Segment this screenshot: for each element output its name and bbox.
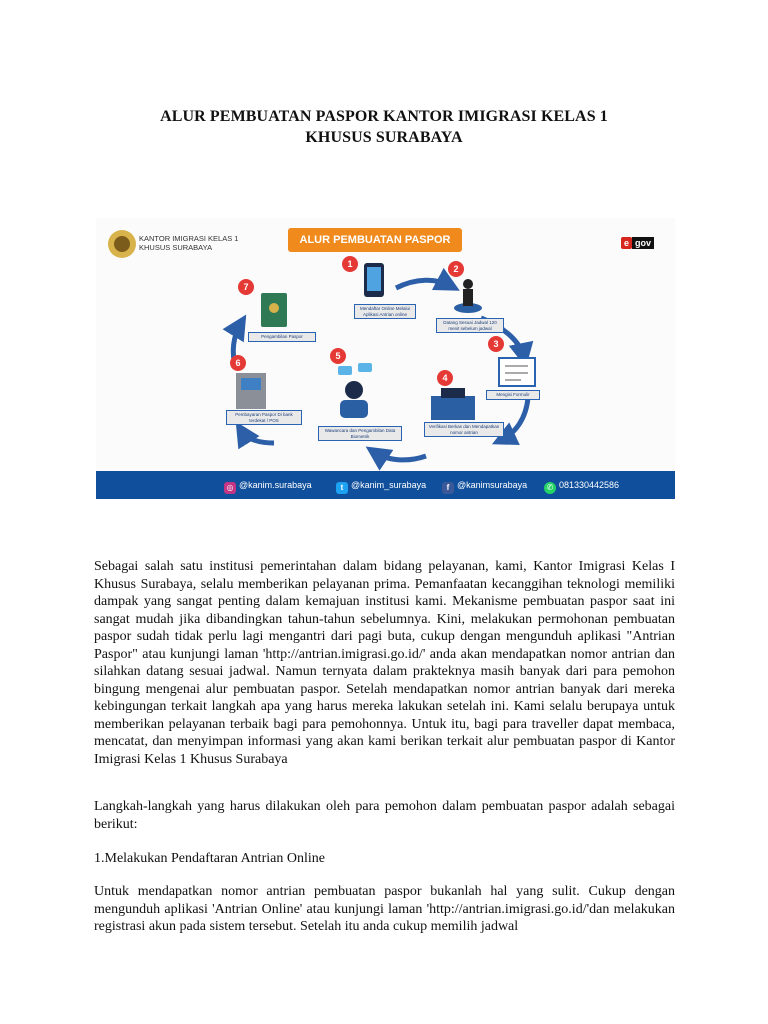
atm-payment-icon — [236, 373, 266, 409]
flow-arrow-4-5 — [374, 452, 426, 460]
steps-intro-paragraph: Langkah-langkah yang harus dilakukan oleh para pemohon dalam pembuatan paspor adalah sebagai berikut: — [94, 799, 675, 832]
title-line-2: KHUSUS SURABAYA — [305, 129, 463, 146]
step-caption-2: Datang Sesuai Jadwal 120 menit sebelum jadwal — [436, 318, 504, 333]
egov-gov: gov — [632, 237, 654, 249]
step-number-7: 7 — [238, 279, 254, 295]
imigrasi-logo-icon — [108, 230, 136, 258]
intro-paragraph: Sebagai salah satu institusi pemerintahan dalam bidang pelayanan, kami, Kantor Imigrasi Kelas I Khusus Surabaya, selalu memberikan pelayanan prima. Pemanfaatan kecanggihan teknologi memiliki dampak yang sangat penting dalam kemajuan institusi kami. Mekanisme pembuatan paspor saat ini sangat mudah jika dibandingkan tahun-tahun sebelumnya. Kini, melakukan permohonan pembuatan paspor sudah tidak perlu lagi mengantri dari pagi buta, cukup dengan mengunduh aplikasi "Antrian Paspor" atau kunjungi laman 'http://antrian.imigrasi.go.id/' anda akan mendapatkan nomor antrian dan silahkan datang sesuai jadwal. Namun ternyata dalam prakteknya masih banyak dari para pemohon bingung mengenai alur pembuatan paspor. Setelah mendapatkan nomor antrian banyak dari mereka kebingungan terkait langkah apa yang harus mereka lakukan setelah ini. Kami selalu berupaya untuk memberikan pelayanan terbaik bagi para pemohonnya. Untuk itu, bagi para traveller dapat membaca, mencatat, dan menyimpan informasi yang akan kami berikan terkait alur pembuatan paspor di Kantor Imigrasi Kelas 1 Khusus Surabaya — [94, 559, 675, 767]
instagram-contact — [224, 479, 312, 494]
whatsapp-icon: ✆ — [544, 482, 556, 494]
section-heading-1: 1.Melakukan Pendaftaran Antrian Online — [94, 851, 325, 866]
facebook-contact — [442, 479, 527, 494]
instagram-handle: @kanim.surabaya — [239, 480, 312, 490]
section-1-paragraph: Untuk mendapatkan nomor antrian pembuatan paspor bukanlah hal yang sulit. Cukup dengan mengunduh aplikasi 'Antrian Online' atau kunjungi laman 'http://antrian.imigrasi.go.id/'dan melakukan registrasi akun pada sistem tersebut. Setelah itu anda cukup memilih jadwal — [94, 884, 675, 934]
step-number-1: 1 — [342, 256, 358, 272]
passport-icon — [261, 293, 287, 327]
step-caption-4: Verifikasi Berkas dan Mendapatkan nomor antrian — [424, 422, 504, 437]
social-media-footer — [96, 471, 675, 499]
infographic-image — [96, 218, 675, 499]
instagram-icon: ◎ — [224, 482, 236, 494]
whatsapp-number: 081330442586 — [559, 480, 620, 490]
organization-name — [139, 234, 238, 252]
step-caption-3: Mengisi Formulir — [486, 390, 540, 400]
person-queue-icon — [454, 279, 482, 313]
egov-logo — [621, 238, 654, 252]
twitter-icon: t — [336, 482, 348, 494]
step-caption-7: Pengambilan Paspor — [248, 332, 316, 342]
twitter-contact — [336, 479, 426, 494]
step-number-6: 6 — [230, 355, 246, 371]
verification-stamp-icon — [431, 388, 475, 420]
organization-line-2: KHUSUS SURABAYA — [139, 243, 213, 252]
form-document-icon — [499, 358, 535, 386]
step-caption-5: Wawancara dan Pengambilan Data Biometrik — [318, 426, 402, 441]
flow-arrow-3-4 — [501, 398, 528, 440]
smartphone-icon — [364, 263, 384, 297]
step-number-3: 3 — [488, 336, 504, 352]
twitter-handle: @kanim_surabaya — [351, 480, 427, 490]
organization-line-1: KANTOR IMIGRASI KELAS 1 — [139, 234, 239, 243]
facebook-handle: @kanimsurabaya — [457, 480, 528, 490]
step-number-2: 2 — [448, 261, 464, 277]
step-number-4: 4 — [437, 370, 453, 386]
flow-banner: ALUR PEMBUATAN PASPOR — [288, 228, 462, 252]
step-number-5: 5 — [330, 348, 346, 364]
flow-arrow-5-6 — [241, 430, 274, 443]
title-line-1: ALUR PEMBUATAN PASPOR KANTOR IMIGRASI KELAS 1 — [160, 108, 608, 125]
step-caption-6: Pembayaran Paspor Di bank terdekat / POS — [226, 410, 302, 425]
egov-e: e — [621, 237, 632, 249]
facebook-icon: f — [442, 482, 454, 494]
whatsapp-contact — [544, 479, 619, 494]
interview-person-icon — [338, 363, 372, 418]
step-caption-1: Mendaftar Online Melalui Aplikasi Antrian online — [354, 304, 416, 319]
flow-arrow-1-2 — [396, 280, 451, 288]
page-title — [96, 106, 672, 148]
